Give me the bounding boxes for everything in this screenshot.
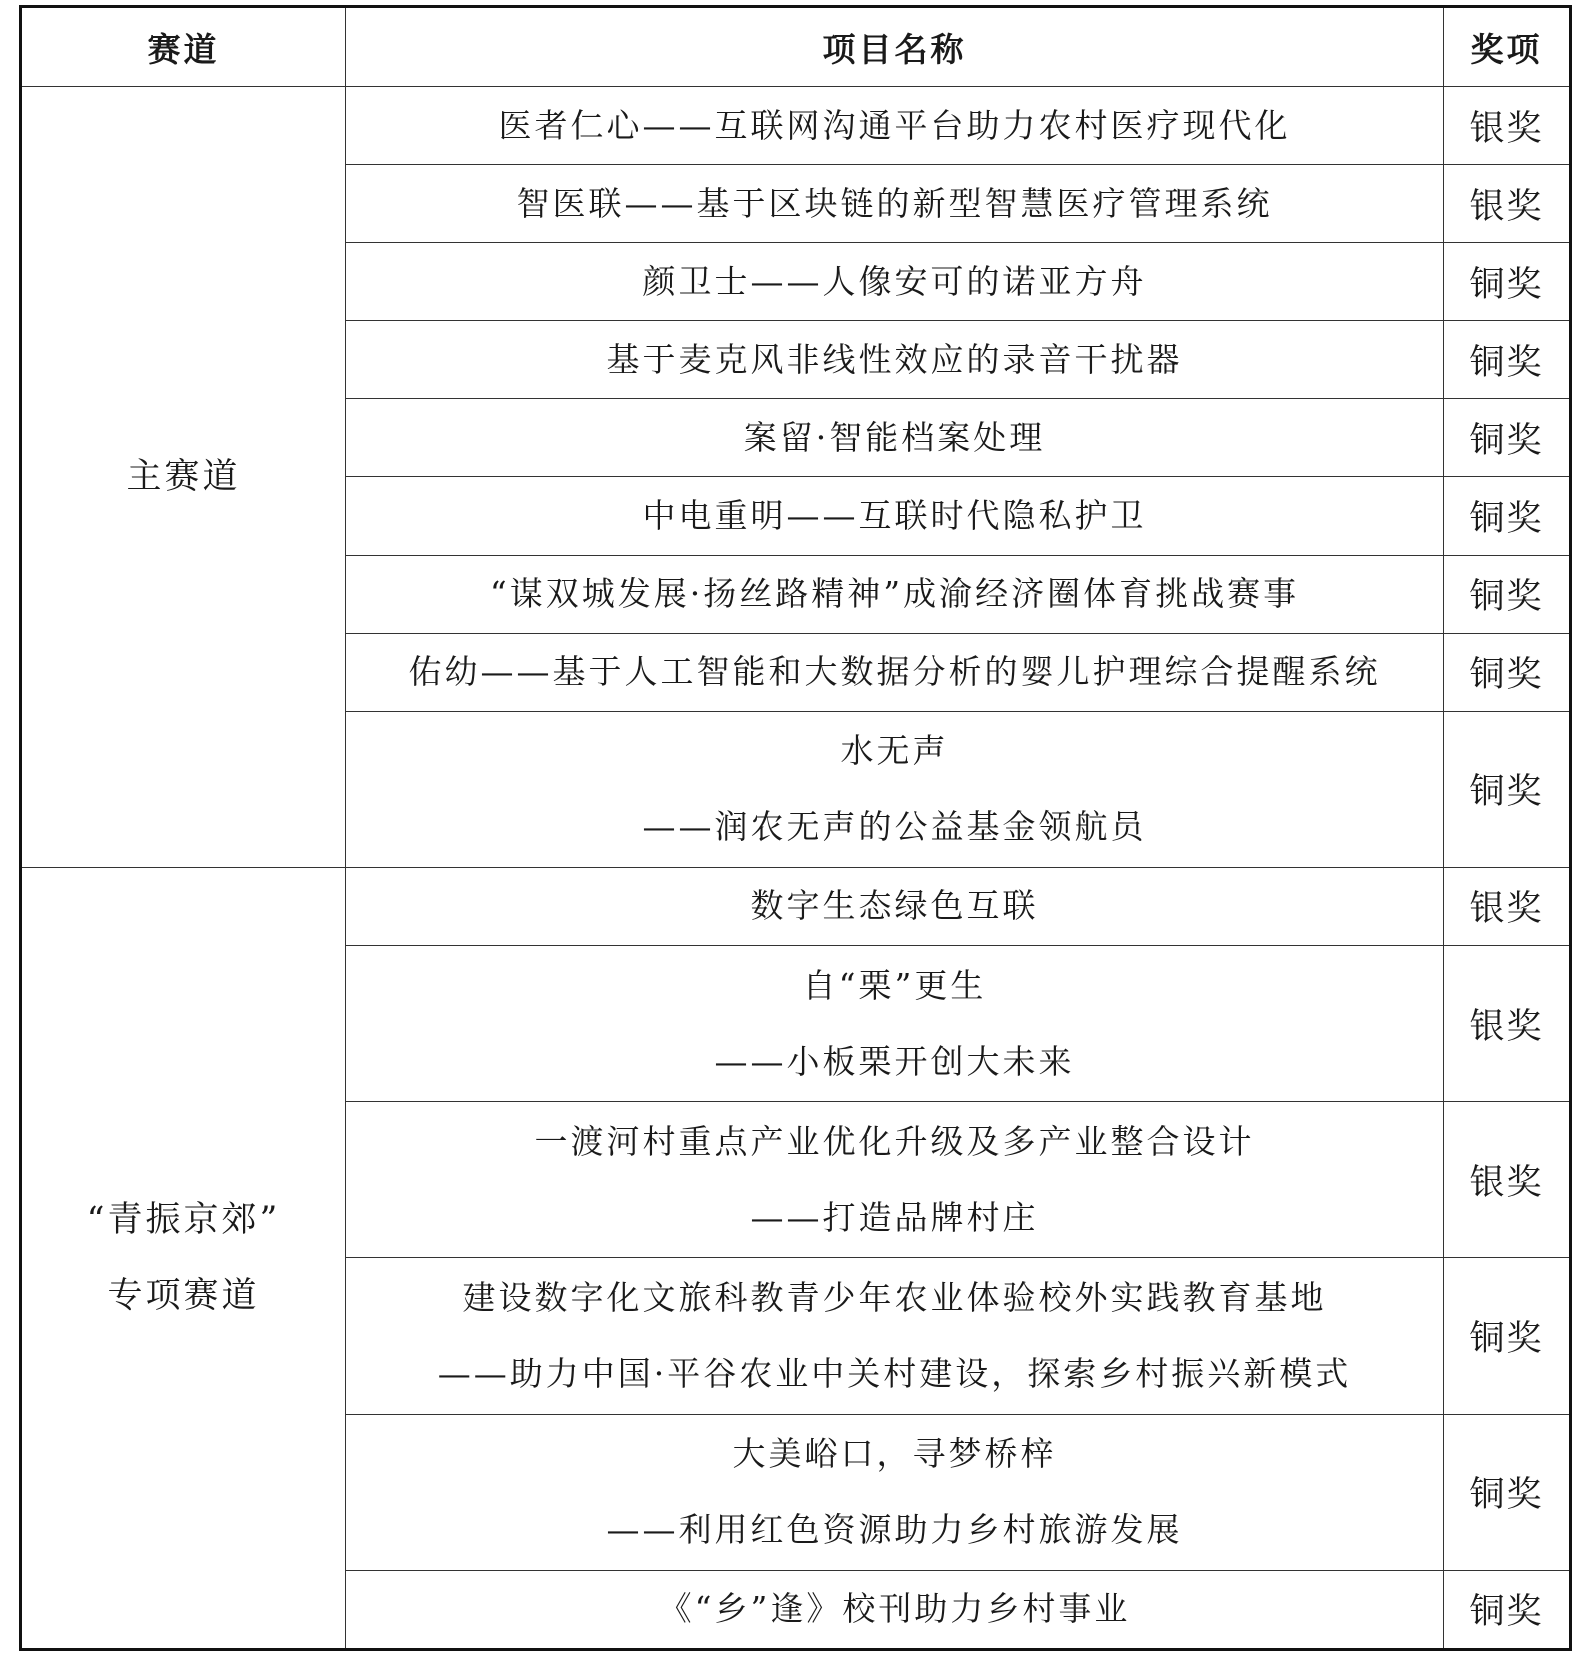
award-cell: 铜奖 bbox=[1444, 555, 1571, 633]
award-cell: 铜奖 bbox=[1444, 477, 1571, 555]
award-cell: 铜奖 bbox=[1444, 633, 1571, 711]
project-name-line: 佑幼——基于人工智能和大数据分析的婴儿护理综合提醒系统 bbox=[408, 652, 1381, 692]
project-name-cell bbox=[346, 321, 1444, 399]
project-name-cell bbox=[346, 477, 1444, 555]
project-name-cell bbox=[346, 711, 1444, 867]
award-cell: 铜奖 bbox=[1444, 321, 1571, 399]
project-name-line: 基于麦克风非线性效应的录音干扰器 bbox=[606, 339, 1183, 379]
award-cell: 铜奖 bbox=[1444, 711, 1571, 867]
award-cell: 银奖 bbox=[1444, 867, 1571, 945]
awards-table bbox=[19, 5, 1572, 1651]
header-project-name: 项目名称 bbox=[346, 7, 1444, 87]
project-name-line: ——利用红色资源助力乡村旅游发展 bbox=[606, 1510, 1183, 1550]
project-name-line: ——助力中国·平谷农业中关村建设，探索乡村振兴新模式 bbox=[437, 1354, 1352, 1393]
track-label: 专项赛道 bbox=[107, 1275, 260, 1316]
award-cell: 铜奖 bbox=[1444, 1258, 1571, 1414]
project-name-line: “谋双城发展·扬丝路精神”成渝经济圈体育挑战赛事 bbox=[489, 574, 1300, 614]
project-name-cell bbox=[346, 555, 1444, 633]
award-cell: 银奖 bbox=[1444, 165, 1571, 243]
table-row bbox=[21, 867, 1571, 945]
award-cell: 银奖 bbox=[1444, 87, 1571, 165]
project-name-cell bbox=[346, 946, 1444, 1102]
project-name-line: 案留·智能档案处理 bbox=[743, 417, 1046, 457]
project-name-cell bbox=[346, 633, 1444, 711]
project-name-line: ——小板栗开创大未来 bbox=[714, 1041, 1075, 1081]
project-name-cell bbox=[346, 1414, 1444, 1570]
header-award: 奖项 bbox=[1444, 7, 1571, 87]
project-name-line: 自“栗”更生 bbox=[802, 965, 987, 1005]
project-name-line: 颜卫士——人像安可的诺亚方舟 bbox=[642, 261, 1147, 301]
project-name-cell bbox=[346, 1570, 1444, 1649]
header-track: 赛道 bbox=[21, 7, 346, 87]
award-cell: 铜奖 bbox=[1444, 1414, 1571, 1570]
project-name-line: 水无声 bbox=[840, 731, 949, 771]
project-name-line: 智医联——基于区块链的新型智慧医疗管理系统 bbox=[516, 183, 1273, 223]
project-name-cell bbox=[346, 87, 1444, 165]
project-name-cell bbox=[346, 1258, 1444, 1414]
project-name-line: 一渡河村重点产业优化升级及多产业整合设计 bbox=[534, 1121, 1255, 1161]
project-name-line: 数字生态绿色互联 bbox=[750, 886, 1039, 926]
table-row bbox=[21, 87, 1571, 165]
track-label: “青振京郊” bbox=[86, 1199, 281, 1240]
project-name-cell bbox=[346, 165, 1444, 243]
award-cell: 铜奖 bbox=[1444, 399, 1571, 477]
project-name-cell bbox=[346, 867, 1444, 945]
project-name-cell bbox=[346, 243, 1444, 321]
project-name-cell bbox=[346, 1102, 1444, 1258]
project-name-line: 大美峪口，寻梦桥梓 bbox=[732, 1434, 1057, 1474]
award-cell: 银奖 bbox=[1444, 946, 1571, 1102]
table-header-row bbox=[21, 7, 1571, 87]
project-name-cell bbox=[346, 399, 1444, 477]
project-name-line: ——打造品牌村庄 bbox=[750, 1197, 1039, 1237]
award-cell: 铜奖 bbox=[1444, 243, 1571, 321]
project-name-line: 《“乡”逢》校刊助力乡村事业 bbox=[658, 1589, 1131, 1629]
track-label: 主赛道 bbox=[126, 456, 241, 497]
project-name-line: 建设数字化文旅科教青少年农业体验校外实践教育基地 bbox=[462, 1278, 1327, 1317]
award-cell: 铜奖 bbox=[1444, 1570, 1571, 1649]
track-cell bbox=[21, 87, 346, 868]
project-name-line: 医者仁心——互联网沟通平台助力农村医疗现代化 bbox=[498, 105, 1291, 145]
track-cell bbox=[21, 867, 346, 1649]
project-name-line: ——润农无声的公益基金领航员 bbox=[642, 807, 1147, 847]
table-body bbox=[21, 87, 1571, 1650]
award-cell: 银奖 bbox=[1444, 1102, 1571, 1258]
project-name-line: 中电重明——互联时代隐私护卫 bbox=[642, 496, 1147, 536]
